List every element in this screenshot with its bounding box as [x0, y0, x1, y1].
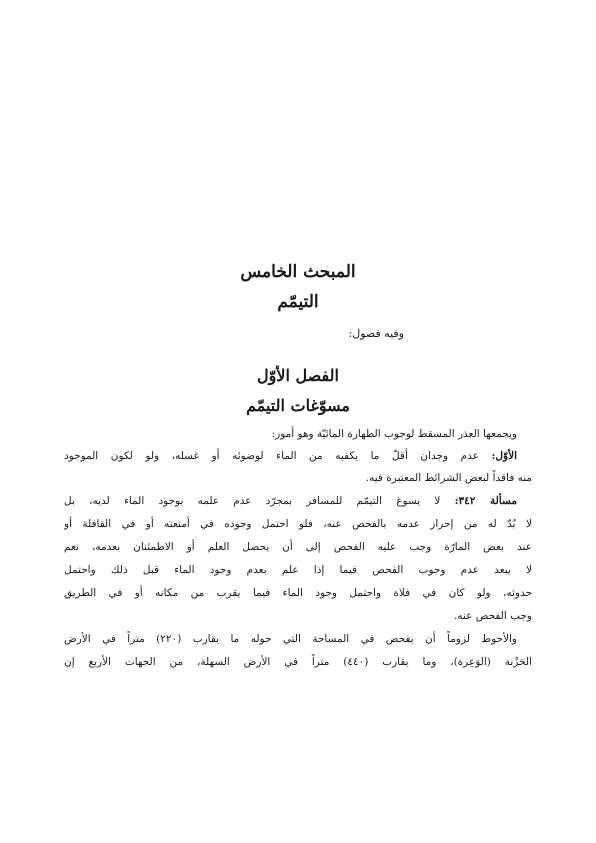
- paragraph-2-line-2: منه فاقداً لبعض الشرائط المعتبرة فيه.: [365, 472, 532, 484]
- paragraph-3-line-2: لا بُدّ له من إحراز عدمه بالفحص عنه، فلو احتمل وجوده في أمتعته أو في القافلة أو: [64, 518, 532, 530]
- paragraph-3-line-6: وجب الفحص عنه.: [453, 610, 532, 622]
- paragraph-3-line-1-text: لا يسوغ التيمّم للمسافر بمجرّد عدم علمه بوجود الماء لديه، بل: [64, 495, 455, 507]
- paragraph-3-line-4: لا يبعد عدم وجوب الفحص فيما إذا علم بعدم وجود الماء قبل ذلك واحتمل: [64, 564, 532, 576]
- paragraph-2-line-1-text: عدم وجدان أقلّ ما يكفيه من الماء لوضوئه أو غسله، ولو لكون الموجود: [64, 450, 492, 462]
- topic-title: التيمّم: [277, 292, 319, 312]
- paragraph-1-line-1: ويجمعها العذر المسقط لوجوب الطهارة المائيّة وهو أُمور:: [271, 428, 517, 440]
- chapter-subtitle: مسوّغات التيمّم: [246, 396, 350, 415]
- paragraph-3-line-3: عند بعض المارّة وجب عليه الفحص إلى أن يحصل العلم أو الاطمئنان بعدمه، نعم: [64, 541, 532, 553]
- paragraph-3-line-5: حدوثه، ولو كان في فلاة واحتمل وجود الماء فيما يقرب من مكانه أو في الطريق: [64, 587, 532, 599]
- paragraph-2-line-1: [64, 448, 517, 464]
- paragraph-4-line-2: الحَزْنة (الوَعِرة)، وما يقارب (٤٤٠) متراً في الأرض السهلة، من الجهات الأربع إن: [64, 656, 532, 668]
- intro-line: وفيه فصول:: [348, 327, 404, 340]
- first-condition-label: الأوّل:: [491, 450, 517, 462]
- section-title: المبحث الخامس: [240, 262, 356, 282]
- issue-label: مسألة ٣٤٢:: [454, 495, 517, 507]
- paragraph-3-line-1: [64, 493, 517, 509]
- paragraph-4-line-1: والأحوط لزوماً أن يفحص في المساحة التي حوله ما يقارب (٢٢٠) متراً في الأرض: [64, 633, 517, 645]
- chapter-title: الفصل الأوّل: [257, 366, 339, 385]
